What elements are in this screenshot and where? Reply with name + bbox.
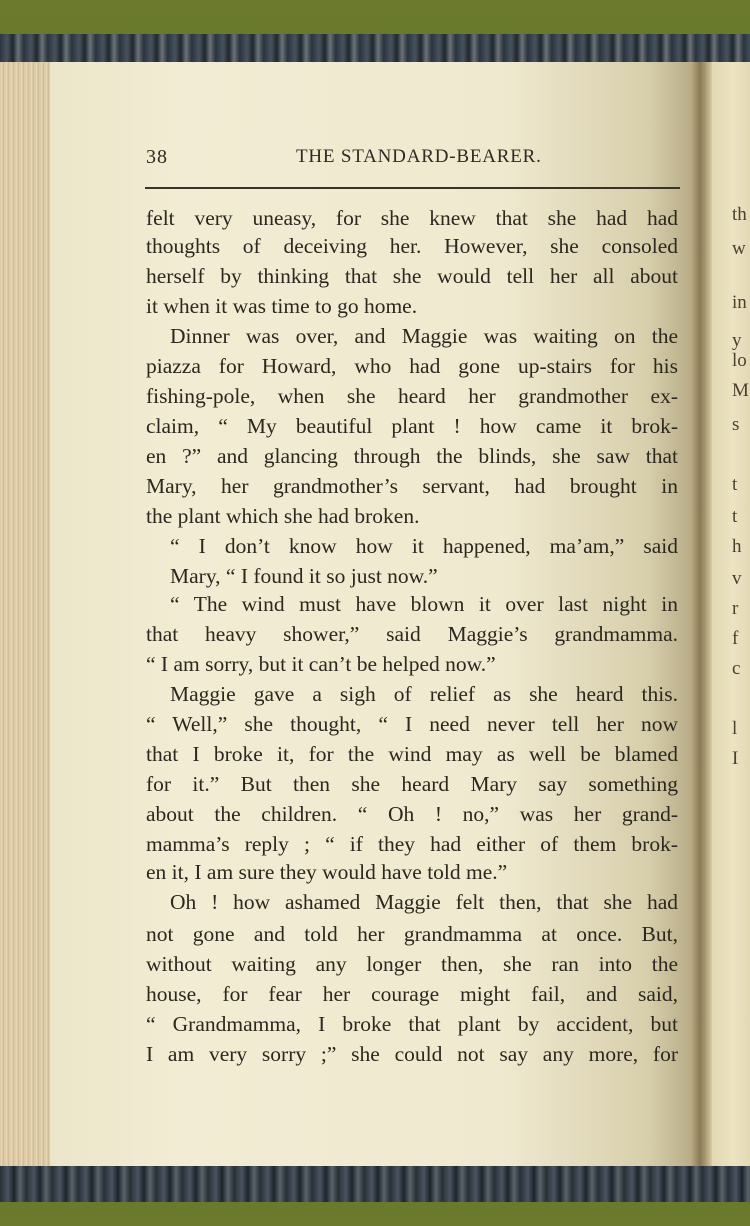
- text-line-content: “ Well,” she thought, “ I need never tell her now: [146, 712, 678, 736]
- text-line-content: Mary, her grandmother’s servant, had brought in: [146, 474, 678, 498]
- header-rule: [145, 187, 680, 189]
- book-cover-bottom-edge: [0, 1160, 750, 1202]
- text-line-content: piazza for Howard, who had gone up-stairs for his: [146, 354, 678, 378]
- facing-page-fragment: I: [732, 748, 739, 769]
- facing-page-fragment: in: [732, 292, 747, 313]
- facing-page-fragment: s: [732, 414, 740, 435]
- text-line-content: en it, I am sure they would have told me.”: [146, 860, 508, 884]
- text-line-content: without waiting any longer then, she ran into the: [146, 952, 678, 976]
- facing-page-fragment: r: [732, 598, 739, 619]
- text-line-content: herself by thinking that she would tell her all about: [146, 264, 678, 288]
- facing-page-fragment: c: [732, 658, 741, 679]
- text-line-content: Mary, “ I found it so just now.”: [170, 564, 438, 588]
- text-line-content: felt very uneasy, for she knew that she had had: [146, 206, 678, 230]
- text-line-content: claim, “ My beautiful plant ! how came it brok-: [146, 414, 678, 438]
- page-number: 38: [146, 146, 168, 168]
- facing-page-fragment: t: [732, 506, 738, 527]
- running-title: THE STANDARD-BEARER.: [296, 146, 542, 167]
- page-block-edges: [0, 62, 56, 1166]
- text-line-content: Oh ! how ashamed Maggie felt then, that she had: [170, 890, 678, 914]
- text-line-content: “ I am sorry, but it can’t be helped now.”: [146, 652, 496, 676]
- text-line-content: for it.” But then she heard Mary say something: [146, 772, 678, 796]
- facing-page-fragment: t: [732, 474, 738, 495]
- facing-page-fragment: M: [732, 380, 749, 401]
- facing-page-fragment: f: [732, 628, 739, 649]
- text-line-content: house, for fear her courage might fail, and said,: [146, 982, 678, 1006]
- facing-page-fragment: th: [732, 204, 747, 225]
- facing-page-fragment: lo: [732, 350, 747, 371]
- text-line-content: en ?” and glancing through the blinds, she saw that: [146, 444, 678, 468]
- facing-page-fragment: y: [732, 330, 742, 351]
- text-line-content: I am very sorry ;” she could not say any more, for: [146, 1042, 678, 1066]
- book-gutter: [690, 62, 712, 1166]
- text-line-content: “ The wind must have blown it over last night in: [170, 592, 678, 616]
- text-line-content: that I broke it, for the wind may as well be blamed: [146, 742, 678, 766]
- text-line-content: Dinner was over, and Maggie was waiting on the: [170, 324, 678, 348]
- text-line-content: that heavy shower,” said Maggie’s grandmamma.: [146, 622, 678, 646]
- text-line-content: not gone and told her grandmamma at once. But,: [146, 922, 678, 946]
- text-line-content: the plant which she had broken.: [146, 504, 420, 528]
- text-line-content: thoughts of deceiving her. However, she consoled: [146, 234, 678, 258]
- text-line-content: it when it was time to go home.: [146, 294, 418, 318]
- facing-page-fragment: h: [732, 536, 742, 557]
- text-line-content: “ Grandmamma, I broke that plant by accident, but: [146, 1012, 678, 1036]
- text-line-content: Maggie gave a sigh of relief as she heard this.: [170, 682, 678, 706]
- text-line-content: about the children. “ Oh ! no,” was her grand-: [146, 802, 678, 826]
- text-line-content: “ I don’t know how it happened, ma’am,” said: [170, 534, 678, 558]
- facing-page-fragment: l: [732, 718, 738, 739]
- text-line-content: fishing-pole, when she heard her grandmother ex-: [146, 384, 678, 408]
- text-line-content: mamma’s reply ; “ if they had either of them brok-: [146, 832, 678, 856]
- facing-page-fragment: w: [732, 238, 746, 259]
- facing-page-fragment: v: [732, 568, 742, 589]
